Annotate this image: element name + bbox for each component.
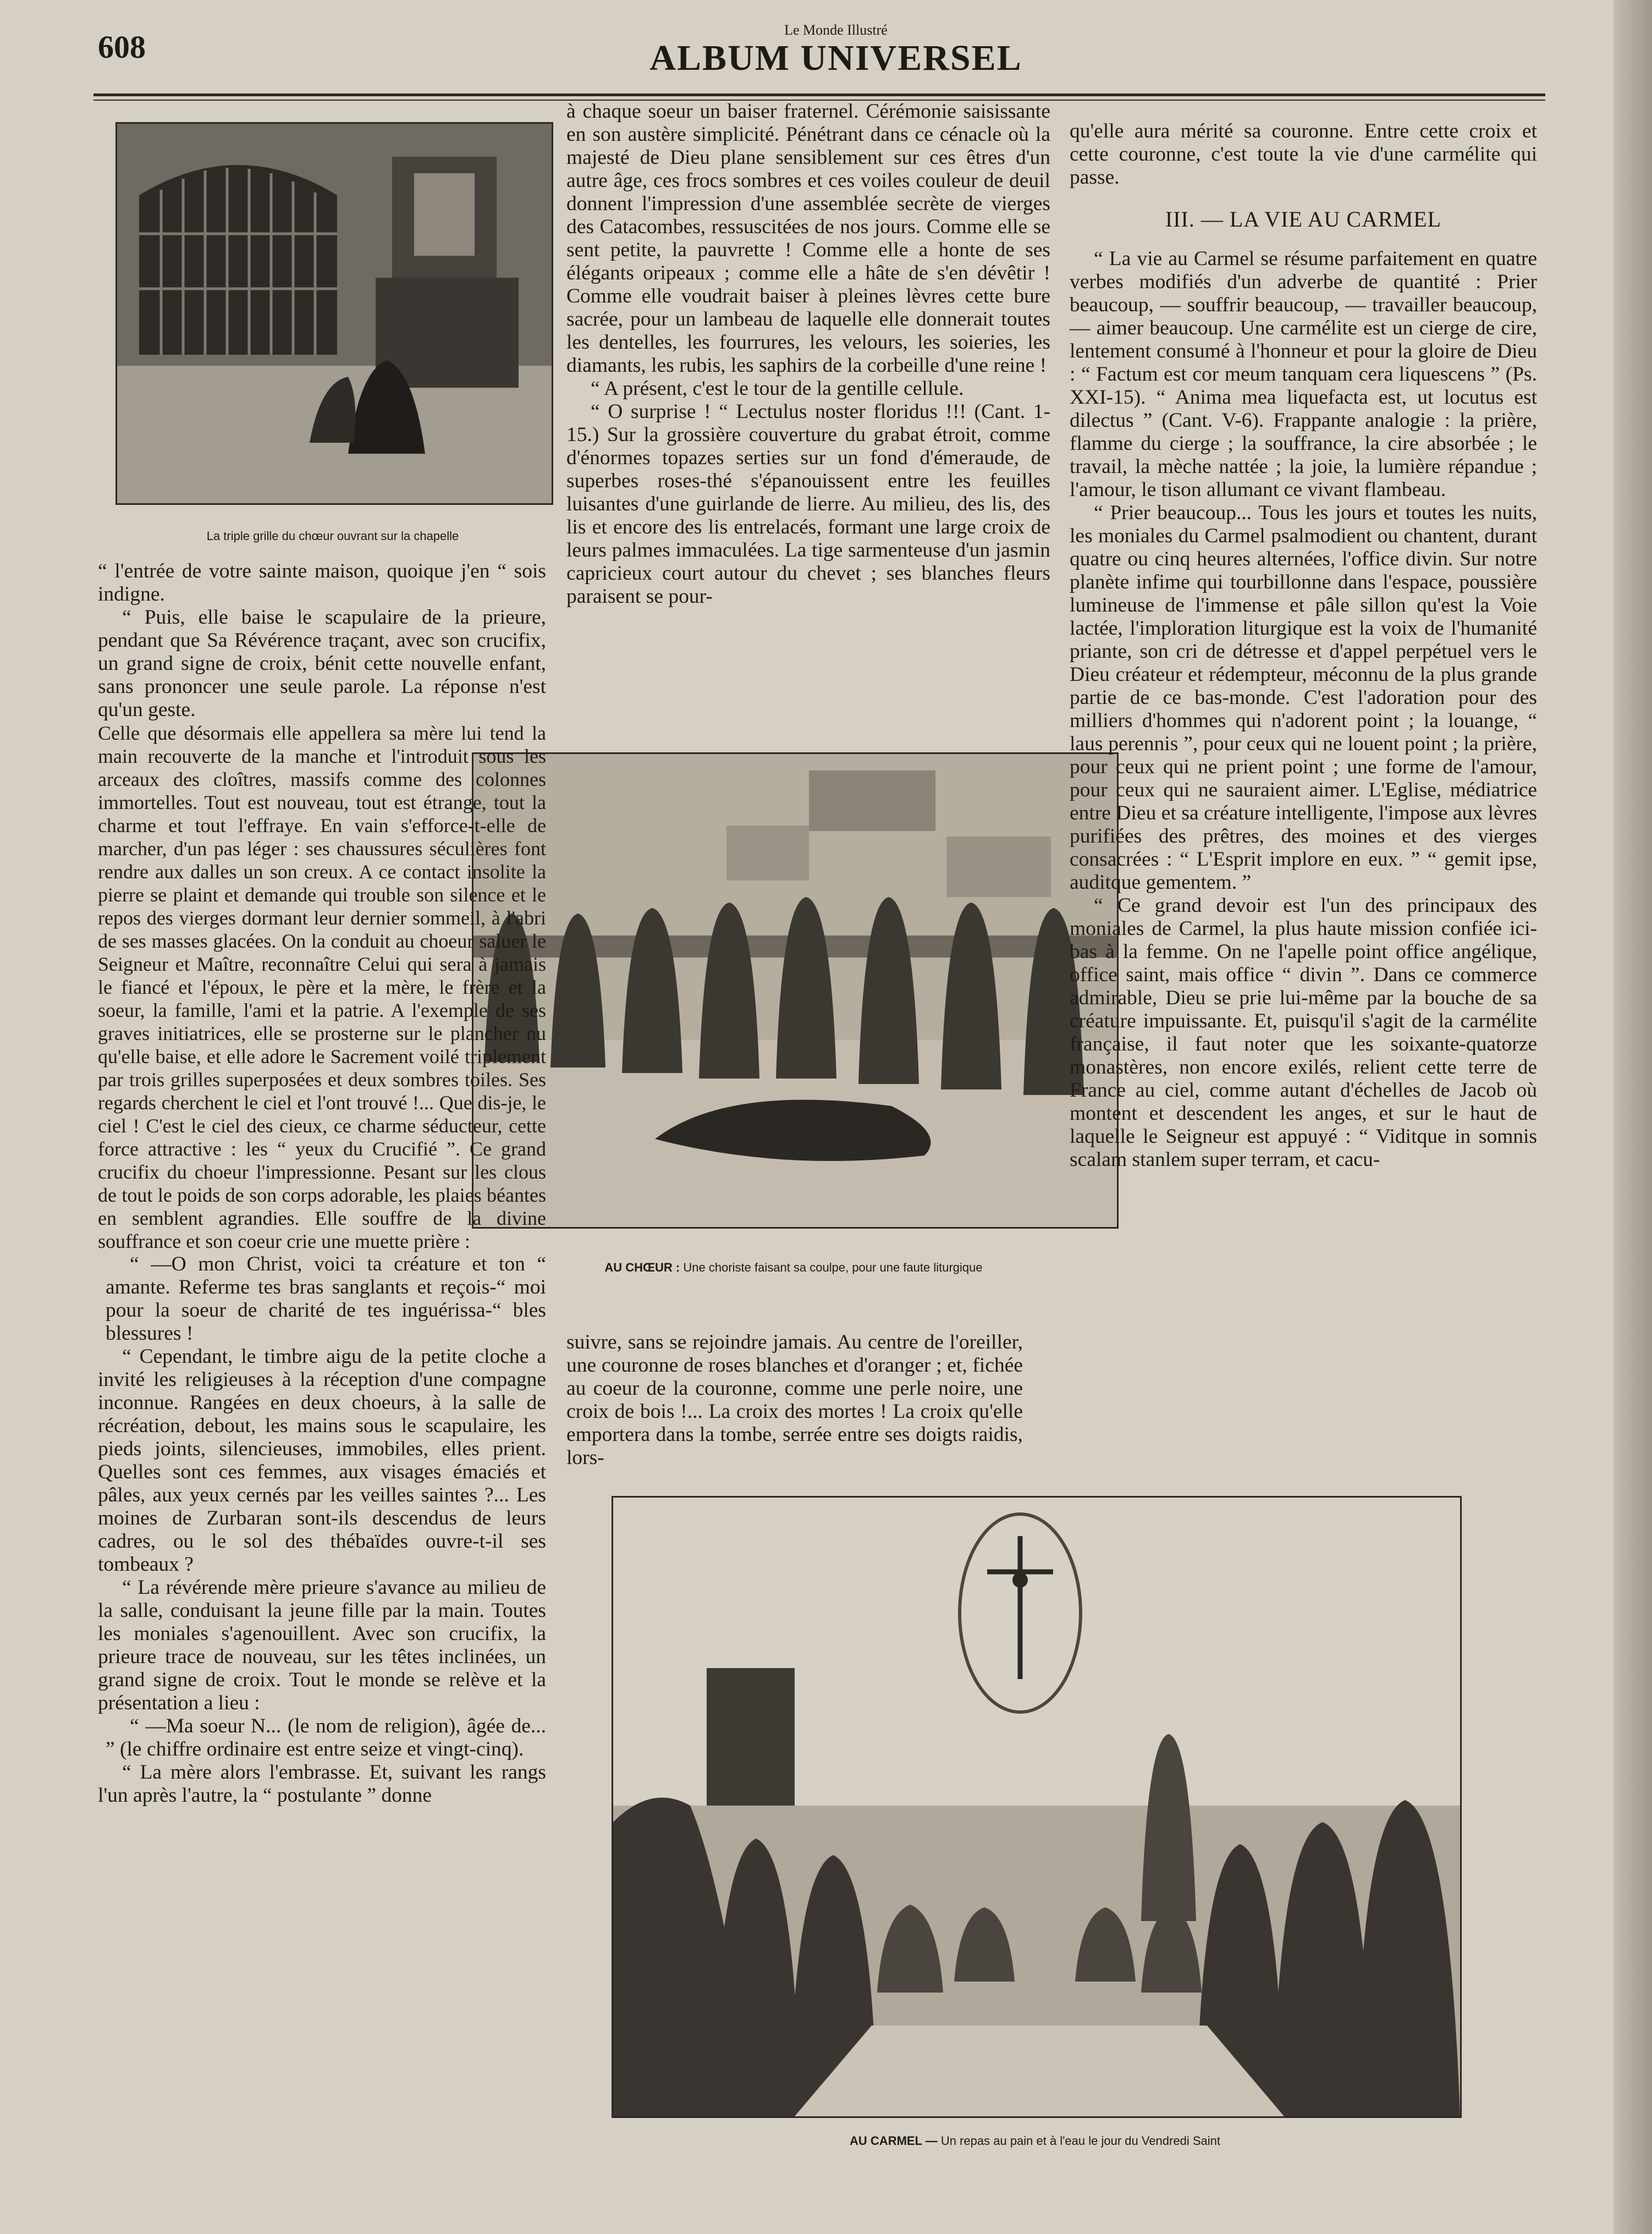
- col1-paragraph-3: Celle que désormais elle appellera sa mère lui tend la main recouverte de la manche et l'introduit sous les arceaux des cloîtres, massifs comme des colonnes immortelles. Tout est nouveau, tout est étrange, tout la charme et tout l'effraye. En vain s'efforce-t-elle de marcher, d'un pas léger : ses chaussures séculières font rendre aux dalles un son creux. A ce contact insolite la pierre se plaint et demande qui trouble son silence et le repos des vierges dormant leur dernier sommeil, à l'abri de ses masses glacées. On la conduit au choeur saluer le Seigneur et Maître, reconnaître Celui qui sera à jamais le fiancé et l'époux, le père et la mère, le frère et la soeur, la famille, l'ami et la patrie. A l'exemple de ses graves initiatrices, elle se prosterne sur le plancher nu qu'elle baise, et elle adore le Sacrement voilé triplement par trois grilles superposées et deux sombres toiles. Ses regards cherchent le ciel et l'ont trouvé !... Que dis-je, le ciel ! C'est le ciel des cieux, ce charme séducteur, cette force attractive : les “ yeux du Crucifié ”. Ce grand crucifix du choeur l'impressionne. Pesant sur les clous de tout le poids de son corps adorable, les plaies béantes en semblent agrandies. Elle souffre de la divine souffrance et son coeur crie une muette prière :: [98, 722, 546, 1252]
- caption-au-carmel: [612, 2134, 1458, 2148]
- col2-paragraph-3: “ O surprise ! “ Lectulus noster floridus !!! (Cant. 1-15.) Sur la grossière couverture du grabat étroit, comme d'énormes topazes serties sur un fond d'émeraude, de superbes roses-thé s'épanouissent entre les feuilles luisantes d'une guirlande de lierre. Au milieu, des lis, des lis et encore des lis entrelacés, formant une large croix de leurs palmes immaculées. La tige sarmenteuse d'un jasmin capricieux court autour du chevet ; ses blanches fleurs paraisent se pour-: [566, 400, 1050, 608]
- article-column-2-continued: [566, 1331, 1023, 1490]
- col1-paragraph-6: “ La révérende mère prieure s'avance au milieu de la salle, conduisant la jeune fille par la main. Toutes les moniales s'agenouillent. Avec son crucifix, la prieure trace de nouveau, sur les têtes inclinées, un grand signe de croix. Tout le monde se relève et la présentation a lieu :: [98, 1576, 546, 1714]
- col3-paragraph-1: qu'elle aura mérité sa couronne. Entre cette croix et cette couronne, c'est toute la vie d'une carmélite qui passe.: [1070, 120, 1537, 189]
- binding-gutter: [1614, 0, 1652, 2234]
- article-column-1: [98, 560, 546, 2133]
- col3-paragraph-4: “ Ce grand devoir est l'un des principaux des moniales de Carmel, la plus haute mission confiée ici-bas à la femme. On ne l'apelle point office angélique, office saint, mais office “ divin ”. Dans ce commerce admirable, Dieu se prie lui-même par la bouche de sa créature impuissante. Et, puisqu'il s'agit de la carmélite française, il faut noter que les soixante-quatorze monastères, non encore exilés, relient cette terre de France au ciel, comme autant d'échelles de Jacob où montent et descendent les anges, et sur le haut de laquelle le Seigneur est appuyé : “ Viditque in somnis scalam stanlem super terram, et cacu-: [1070, 894, 1537, 1171]
- col3-paragraph-2: “ La vie au Carmel se résume parfaitement en quatre verbes modifiés d'un adverbe de quantité : Prier beaucoup, — souffrir beaucoup, — travailler beaucoup, — aimer beaucoup. Une carmélite est un cierge de cire, lentement consumé à l'honneur et pour la gloire de Dieu : “ Factum est cor meum tanquam cera liquescens ” (Ps. XXI-15). “ Anima mea liquefacta est, ut locutus est dilectus ” (Cant. V-6). Frappante analogie : la prière, flamme du cierge ; la souffrance, la cire absorbée ; le travail, la mèche nattée ; la joie, la lumière répandue ; l'amour, le tison allumant ce vivant flambeau.: [1070, 247, 1537, 501]
- caption-au-choeur-lead: AU CHŒUR :: [604, 1261, 680, 1274]
- col2-paragraph-1: à chaque soeur un baiser fraternel. Cérémonie saisissante en son austère simplicité. Pénétrant dans ce cénacle où la majesté de Dieu plane sensiblement sur ces êtres d'un autre âge, ces frocs sombres et ces voiles couleur de deuil donnent l'impression d'une assemblée secrète de vierges des Catacombes, ressuscitées de nos jours. Comme elle se sent petite, la pauvrette ! Comme elle a honte de ses élégants oripeaux ; comme elle a hâte de s'en dévêtir ! Comme elle voudrait baiser à pleines lèvres cette bure sacrée, pour un lambeau de laquelle elle donnerait toutes les dentelles, les fourrures, les velours, les soieries, les diamants, les rubis, les saphirs de la corbeille d'une reine !: [566, 100, 1050, 377]
- masthead-kicker: Le Monde Illustré: [784, 22, 888, 38]
- col1-paragraph-7: “ —Ma soeur N... (le nom de religion), âgée de... ” (le chiffre ordinaire est entre seize et vingt-cinq).: [106, 1715, 546, 1760]
- caption-au-choeur-text: Une choriste faisant sa coulpe, pour une faute liturgique: [680, 1261, 983, 1274]
- photo-au-choeur-drawing: [473, 754, 1117, 1227]
- caption-au-carmel-text: Un repas au pain et à l'eau le jour du Vendredi Saint: [937, 2134, 1220, 2148]
- header-rule: [93, 93, 1545, 96]
- article-column-3: [1070, 120, 1537, 1484]
- col1-paragraph-2: “ Puis, elle baise le scapulaire de la prieure, pendant que Sa Révérence traçant, avec son crucifix, un grand signe de croix, bénit cette nouvelle enfant, sans prononcer une seule parole. La réponse n'est qu'un geste.: [98, 606, 546, 721]
- caption-choir-grille: La triple grille du chœur ouvrant sur la chapelle: [206, 529, 459, 543]
- page-number: 608: [98, 29, 146, 65]
- photo-au-carmel: [612, 1496, 1462, 2118]
- photo-choir-grille-drawing: [117, 124, 552, 503]
- masthead-title: ALBUM UNIVERSEL: [649, 38, 1022, 78]
- col1-paragraph-8: “ La mère alors l'embrasse. Et, suivant les rangs l'un après l'autre, la “ postulante ” donne: [98, 1761, 546, 1807]
- photo-au-choeur: [472, 752, 1119, 1229]
- caption-au-carmel-lead: AU CARMEL —: [850, 2134, 938, 2148]
- col1-paragraph-5: “ Cependant, le timbre aigu de la petite cloche a invité les religieuses à la réception d'une compagne inconnue. Rangées en deux choeurs, à la salle de récréation, debout, les mains sous le scapulaire, les pieds joints, silencieuses, immobiles, elles prient. Quelles sont ces femmes, aux visages émaciés et pâles, aux yeux cernés par les veilles saintes ?... Les moines de Zurbaran sont-ils descendus de leurs cadres, ou le sol des thébaïdes ouvre-t-il ses tombeaux ?: [98, 1345, 546, 1576]
- col1-paragraph-1: “ l'entrée de votre sainte maison, quoique j'en “ sois indigne.: [98, 560, 546, 606]
- caption-au-choeur: [472, 1261, 1115, 1275]
- article-column-2: [566, 100, 1050, 733]
- section-title: III. — LA VIE AU CARMEL: [1165, 207, 1442, 232]
- col3-paragraph-3: “ Prier beaucoup... Tous les jours et toutes les nuits, les moniales du Carmel psalmodient ou chantent, durant quatre ou cinq heures alternées, l'office divin. Sur notre planète infime qui tourbillonne dans l'espace, poussière lumineuse de l'immense et pâle sillon qu'est la Voie lactée, l'imploration liturgique est la voix de l'humanité priante, son cri de détresse et d'appel perpétuel vers le Dieu créateur et rédempteur, méconnu de la plus grande partie de ce bas-monde. C'est l'adoration pour des milliers d'hommes qui n'adorent point ; la louange, “ laus perennis ”, pour ceux qui ne louent point ; la prière, pour ceux qui ne prient point ; une forme de l'amour, pour ceux qui ne sauraient aimer. L'Eglise, médiatrice entre Dieu et sa créature intelligente, l'impose aux lèvres purifiées des prêtres, des moines et des vierges consacrées : “ L'Esprit implore en eux. ” “ gemit ipse, auditque gementem. ”: [1070, 502, 1537, 894]
- col1-paragraph-4: “ —O mon Christ, voici ta créature et ton “ amante. Referme tes bras sanglants et reçois-“ moi pour la soeur de charité de tes inguérissa-“ bles blessures !: [106, 1253, 546, 1345]
- col2-paragraph-2: “ A présent, c'est le tour de la gentille cellule.: [591, 377, 964, 400]
- photo-au-carmel-drawing: [613, 1498, 1460, 2116]
- photo-choir-grille: [115, 122, 553, 505]
- col2-paragraph-4: suivre, sans se rejoindre jamais. Au centre de l'oreiller, une couronne de roses blanches et d'oranger ; et, fichée au coeur de la couronne, comme une perle noire, une croix de bois !... La croix des mortes ! La croix qu'elle emportera dans la tombe, serrée entre ses doigts raidis, lors-: [566, 1331, 1023, 1469]
